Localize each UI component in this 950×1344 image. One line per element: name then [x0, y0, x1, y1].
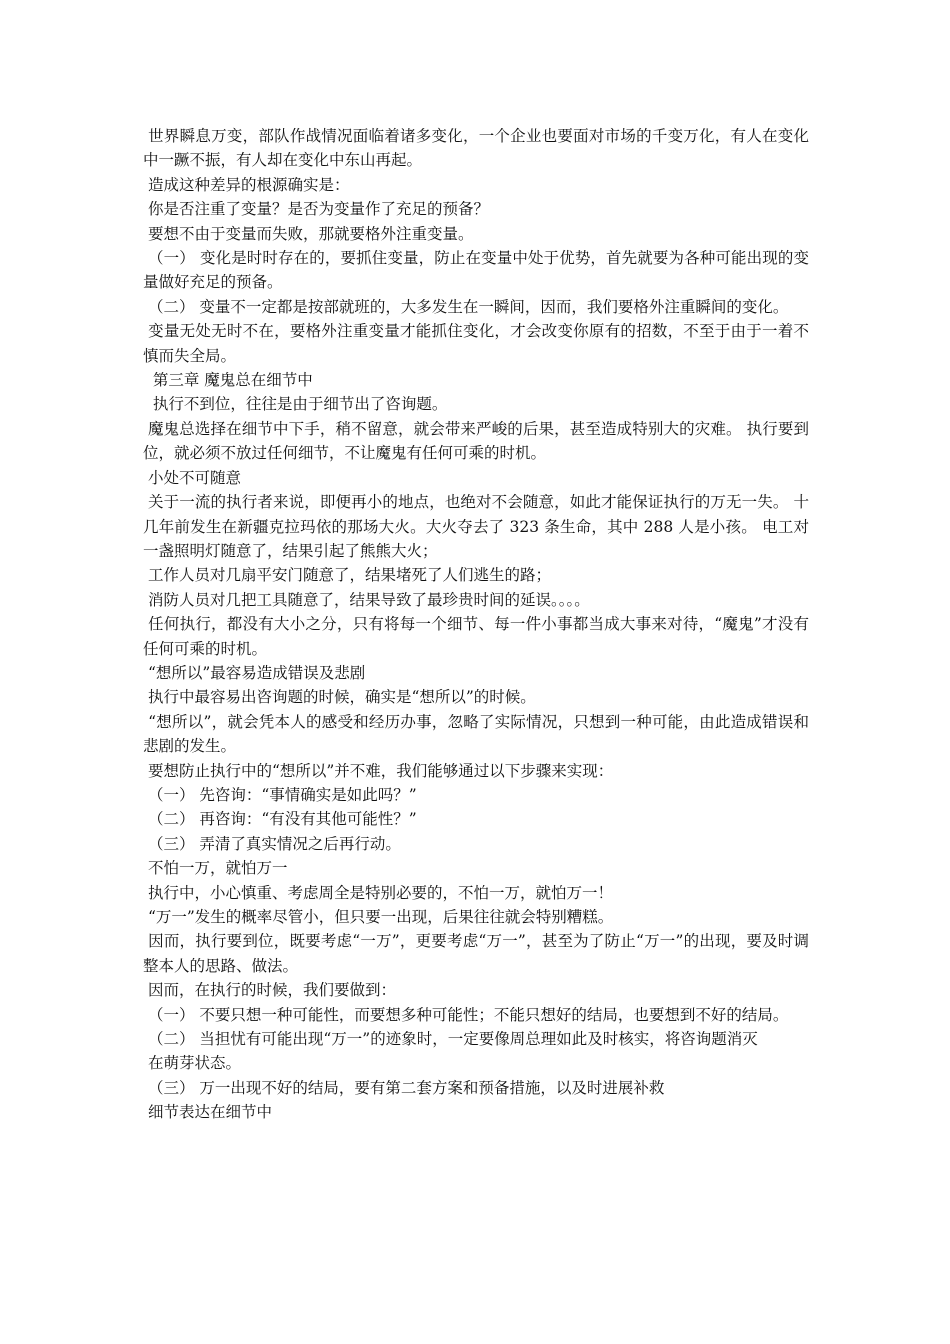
- paragraph: 关于一流的执行者来说，即便再小的地点，也绝对不会随意，如此才能保证执行的万无一失。 十几年前发生在新疆克拉玛依的那场大火。大火夺去了 323 条生命，其中 288 人是小孩。 电工对一盏照明灯随意了，结果引起了熊熊大火；: [143, 493, 809, 560]
- paragraph: 在萌芽状态。: [143, 1054, 241, 1073]
- list-item: （三） 弄清了真实情况之后再行动。: [143, 834, 401, 853]
- paragraph: 因而，执行要到位，既要考虑“一万”，更要考虑“万一”，甚至为了防止“万一”的出现，要及时调整本人的思路、做法。: [143, 932, 809, 975]
- list-item: （三） 万一出现不好的结局，要有第二套方案和预备措施，以及时进展补救: [143, 1078, 665, 1097]
- list-item: （二） 再咨询：“有没有其他可能性？”: [143, 810, 417, 829]
- paragraph: 执行中，小心慎重、考虑周全是特别必要的，不怕一万，就怕万一！: [143, 883, 613, 902]
- paragraph: 任何执行，都没有大小之分，只有将每一个细节、每一件小事都当成大事来对待，“魔鬼”才没有任何可乘的时机。: [143, 615, 809, 658]
- list-item: （二） 当担忧有可能出现“万一”的迹象时，一定要像周总理如此及时核实，将咨询题消灭: [143, 1030, 758, 1049]
- paragraph: 变量无处无时不在，要格外注重变量才能抓住变化，才会改变你原有的招数，不至于由于一着不慎而失全局。: [143, 322, 809, 365]
- paragraph: 执行中最容易出咨询题的时候，确实是“想所以”的时候。: [143, 688, 536, 707]
- paragraph: （二） 变量不一定都是按部就班的，大多发生在一瞬间，因而，我们要格外注重瞬间的变化。: [143, 297, 789, 316]
- paragraph: 因而，在执行的时候，我们要做到：: [143, 981, 396, 1000]
- section-heading: 不怕一万，就怕万一: [143, 859, 288, 878]
- list-item: （一） 先咨询：“事情确实是如此吗？”: [143, 785, 417, 804]
- section-heading: 细节表达在细节中: [143, 1103, 272, 1122]
- paragraph: 要想不由于变量而失败，那就要格外注重变量。: [143, 224, 474, 243]
- section-heading: “想所以”最容易造成错误及悲剧: [143, 663, 366, 682]
- paragraph: （一） 变化是时时存在的，要抓住变量，防止在变量中处于优势，首先就要为各种可能出现的变量做好充足的预备。: [143, 249, 809, 292]
- paragraph: 造成这种差异的根源确实是：: [143, 175, 350, 194]
- paragraph: 世界瞬息万变，部队作战情况面临着诸多变化，一个企业也要面对市场的千变万化，有人在变化中一蹶不振，有人却在变化中东山再起。: [143, 127, 809, 170]
- list-item: （一） 不要只想一种可能性，而要想多种可能性；不能只想好的结局，也要想到不好的结局。: [143, 1005, 789, 1024]
- paragraph: 要想防止执行中的“想所以”并不难，我们能够通过以下步骤来实现：: [143, 761, 614, 780]
- paragraph: “万一”发生的概率尽管小，但只要一出现，后果往往就会特别糟糕。: [143, 908, 614, 926]
- document-body: [143, 124, 809, 1125]
- paragraph: 工作人员对几扇平安门随意了，结果堵死了人们逃生的路；: [143, 566, 551, 585]
- paragraph: “想所以”，就会凭本人的感受和经历办事，忽略了实际情况，只想到一种可能，由此造成错误和悲剧的发生。: [143, 712, 809, 756]
- paragraph: 你是否注重了变量？是否为变量作了充足的预备？: [143, 200, 489, 219]
- paragraph: 执行不到位，往往是由于细节出了咨询题。: [143, 395, 448, 414]
- section-heading: 小处不可随意: [143, 468, 241, 487]
- chapter-heading: 第三章 魔鬼总在细节中: [143, 371, 313, 390]
- paragraph: 消防人员对几把工具随意了，结果导致了最珍贵时间的延误。。。。: [143, 590, 590, 609]
- paragraph: 魔鬼总选择在细节中下手，稍不留意，就会带来严峻的后果，甚至造成特别大的灾难。 执行要到位，就必须不放过任何细节，不让魔鬼有任何可乘的时机。: [143, 419, 809, 463]
